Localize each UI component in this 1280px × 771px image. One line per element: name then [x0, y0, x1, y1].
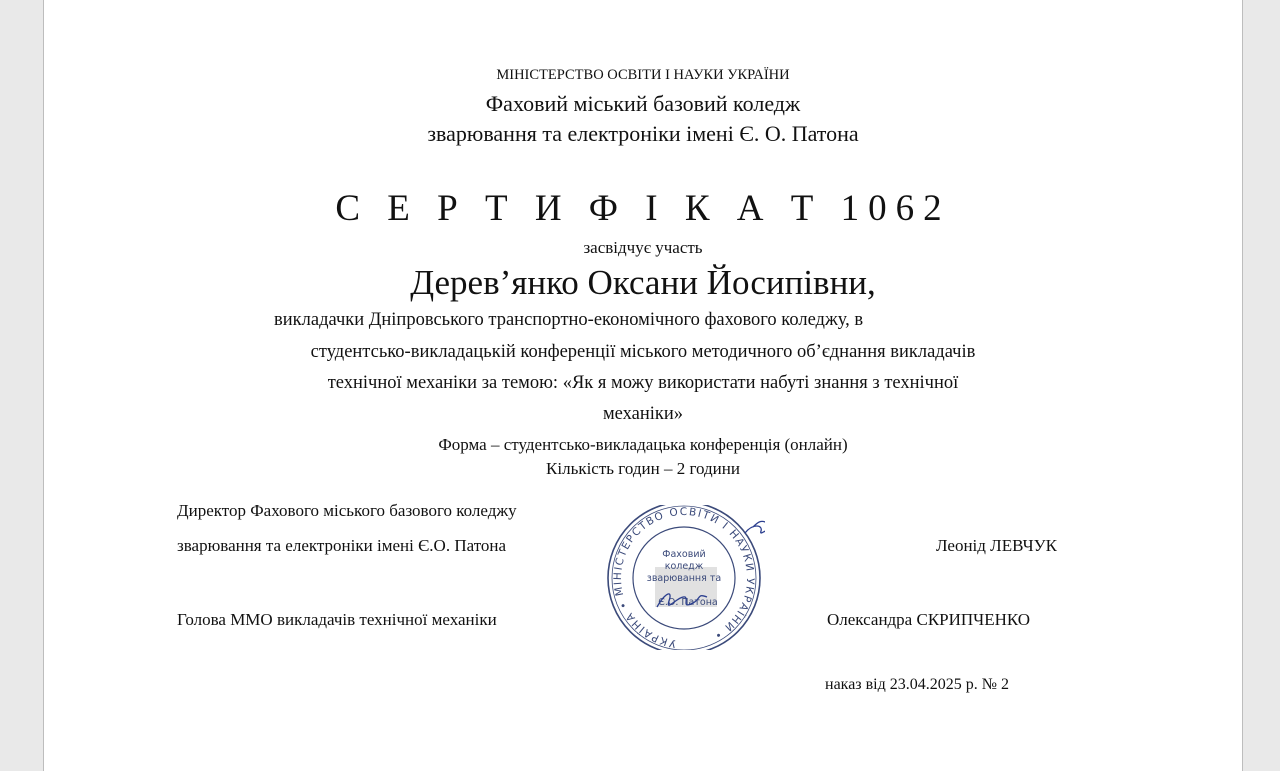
seal-outer-text: УКРАЇНА • МІНІСТЕРСТВО ОСВІТИ І НАУКИ УКРАЇНИ • [611, 505, 757, 650]
college-name-line2: зварювання та електроніки імені Є. О. Патона [427, 121, 859, 146]
director-signature-scribble [745, 521, 765, 533]
head-name: Олександра СКРИПЧЕНКО [827, 610, 1031, 629]
seal-inner-line4: Є.О. Патона [658, 597, 718, 608]
certificate-body-line1: викладачки Дніпровського транспортно-економічного фахового коледжу, в [274, 310, 864, 330]
college-name-line1: Фаховий міський базовий коледж [485, 91, 801, 116]
certificate-body-line2: студентсько-викладацькій конференції міського методичного об’єднання викладачів [310, 342, 976, 362]
certificate-body-line4: механіки» [602, 404, 684, 424]
seal-inner-line2: коледж [664, 561, 704, 572]
certificate-body-line3: технічної механіки за темою: «Як я можу використати набуті знання з технічної [327, 373, 959, 393]
certificate-page [43, 0, 1243, 771]
ministry-header: МІНІСТЕРСТВО ОСВІТИ І НАУКИ УКРАЇНИ [496, 67, 790, 83]
certificate-title: С Е Р Т И Ф І К А Т 1062 [335, 188, 951, 229]
seal-inner-line3: зварювання та [646, 573, 722, 584]
event-form: Форма – студентсько-викладацька конференція (онлайн) [438, 435, 848, 454]
official-seal-stamp [585, 505, 765, 650]
director-title-line1: Директор Фахового міського базового коледжу [177, 501, 517, 520]
order-reference: наказ від 23.04.2025 р. № 2 [825, 676, 1010, 693]
director-name: Леонід ЛЕВЧУК [936, 536, 1058, 555]
seal-inner-line1: Фаховий [662, 549, 706, 560]
event-hours: Кількість годин – 2 години [546, 459, 740, 478]
head-title: Голова ММО викладачів технічної механіки [177, 610, 497, 629]
recipient-name: Дерев’янко Оксани Йосипівни, [410, 263, 876, 302]
certifies-text: засвідчує участь [583, 238, 703, 257]
director-title-line2: зварювання та електроніки імені Є.О. Патона [177, 536, 507, 555]
